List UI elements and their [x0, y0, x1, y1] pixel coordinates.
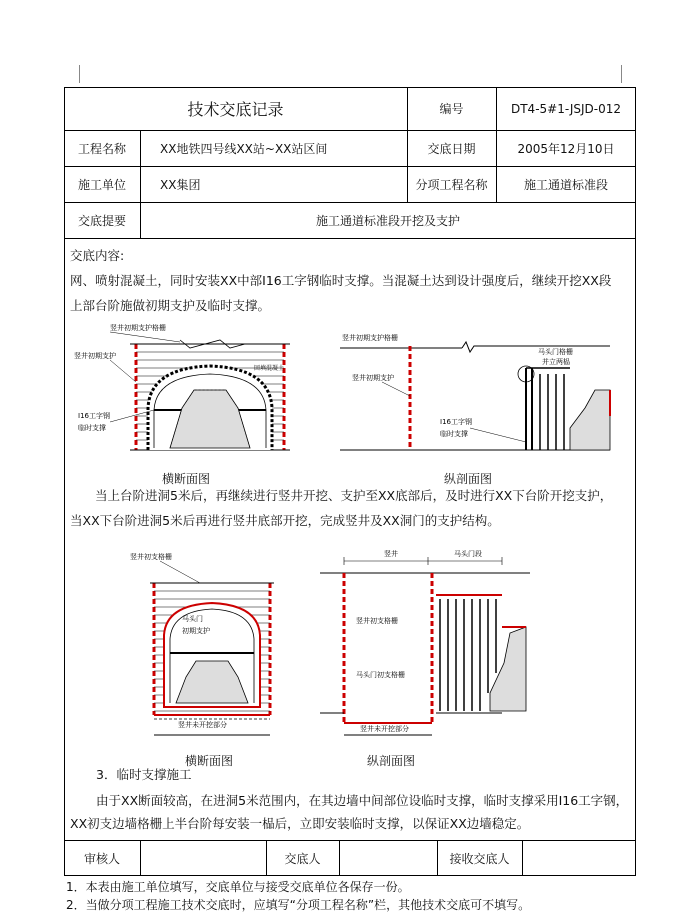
reviewer-label: 审核人 — [83, 851, 120, 866]
figure-1-caption-right: 纵剖面图 — [444, 472, 493, 486]
svg-text:马头门初支格栅: 马头门初支格栅 — [356, 671, 405, 679]
svg-text:竖井初期支护格栅: 竖井初期支护格栅 — [342, 334, 398, 342]
date-label: 交底日期 — [427, 141, 476, 156]
svg-text:I16工字钢: I16工字钢 — [78, 412, 110, 420]
svg-text:竖井未开挖部分: 竖井未开挖部分 — [360, 725, 409, 733]
svg-text:竖井未开挖部分: 竖井未开挖部分 — [178, 721, 227, 729]
longitudinal-section-2 — [320, 557, 530, 735]
paragraph-line: 当上台阶进洞5米后，再继续进行竖井开挖、支护至XX底部后，及时进行XX下台阶开挖支护， — [95, 488, 613, 503]
paragraph-line: 上部台阶施做初期支护及临时支撑。 — [70, 298, 271, 313]
paragraph-line: XX初支边墙格栅上半台阶每安装一榀后，立即安装临时支撑，以保证XX边墙稳定。 — [70, 816, 530, 831]
figure-1-caption-left: 横断面图 — [162, 472, 211, 486]
svg-text:竖井初支格栅: 竖井初支格栅 — [356, 617, 398, 625]
section-heading: 3．临时支撑施工 — [96, 767, 192, 782]
content-heading: 交底内容: — [70, 248, 125, 263]
row-divider — [64, 238, 636, 239]
cross-section-2 — [150, 583, 274, 735]
summary-label: 交底提要 — [77, 213, 126, 228]
svg-text:竖井初期支护格栅: 竖井初期支护格栅 — [110, 324, 166, 332]
form-title: 技术交底记录 — [187, 100, 284, 119]
svg-text:初期支护: 初期支护 — [182, 627, 210, 635]
project-label: 工程名称 — [77, 141, 126, 156]
subproject-label: 分项工程名称 — [415, 177, 488, 192]
svg-text:马头门格栅: 马头门格栅 — [538, 348, 573, 356]
summary-value: 施工通道标准段开挖及支护 — [315, 213, 460, 228]
crop-mark-left — [79, 65, 80, 83]
paragraph-line: 当XX下台阶进洞5米后再进行竖井底部开挖，完成竖井及XX洞门的支护结构。 — [70, 513, 500, 528]
svg-text:竖井: 竖井 — [384, 550, 398, 558]
footnote-2: 2．当做分项工程施工技术交底时，应填写“分项工程名称”栏，其他技术交底可不填写。 — [66, 898, 531, 912]
discloser-field[interactable] — [339, 840, 437, 876]
figure-1-diagram — [70, 318, 630, 460]
crop-mark-right — [621, 65, 622, 83]
footnote-1: 1．本表由施工单位填写，交底单位与接受交底单位各保存一份。 — [66, 880, 410, 894]
figure-2-caption-right: 纵剖面图 — [367, 754, 416, 768]
svg-text:竖井初期支护: 竖井初期支护 — [352, 374, 394, 382]
svg-text:I16工字钢: I16工字钢 — [440, 418, 472, 426]
svg-text:回填混凝土: 回填混凝土 — [254, 365, 285, 372]
paragraph-line: 由于XX断面较高，在进洞5米范围内，在其边墙中间部位设临时支撑，临时支撑采用I16工字钢， — [96, 793, 629, 808]
svg-text:马头门: 马头门 — [182, 615, 203, 623]
svg-text:临时支撑: 临时支撑 — [440, 430, 468, 438]
svg-text:竖井初支格栅: 竖井初支格栅 — [130, 553, 172, 561]
figure-2-diagram — [70, 543, 630, 743]
date-value: 2005年12月10日 — [517, 141, 615, 156]
svg-text:马头门段: 马头门段 — [454, 550, 482, 558]
project-value: XX地铁四号线XX站~XX站区间 — [160, 141, 328, 156]
receiver-label: 接收交底人 — [449, 851, 510, 866]
reviewer-field[interactable] — [140, 840, 266, 876]
figure-2-caption-left: 横断面图 — [185, 754, 234, 768]
cross-section-1 — [130, 340, 290, 450]
code-value: DT4-5#1-JSJD-012 — [510, 101, 622, 116]
svg-text:临时支撑: 临时支撑 — [78, 424, 106, 432]
unit-label: 施工单位 — [77, 177, 126, 192]
discloser-label: 交底人 — [284, 851, 321, 866]
unit-value: XX集团 — [160, 177, 201, 192]
code-label: 编号 — [439, 102, 464, 116]
svg-text:并立两榀: 并立两榀 — [542, 358, 570, 366]
subproject-value: 施工通道标准段 — [523, 177, 608, 192]
receiver-field[interactable] — [522, 840, 636, 876]
svg-text:竖井初期支护: 竖井初期支护 — [74, 352, 116, 360]
paragraph-line: 网、喷射混凝土，同时安装XX中部I16工字钢临时支撑。当混凝土达到设计强度后，继续开挖XX段 — [70, 273, 612, 288]
